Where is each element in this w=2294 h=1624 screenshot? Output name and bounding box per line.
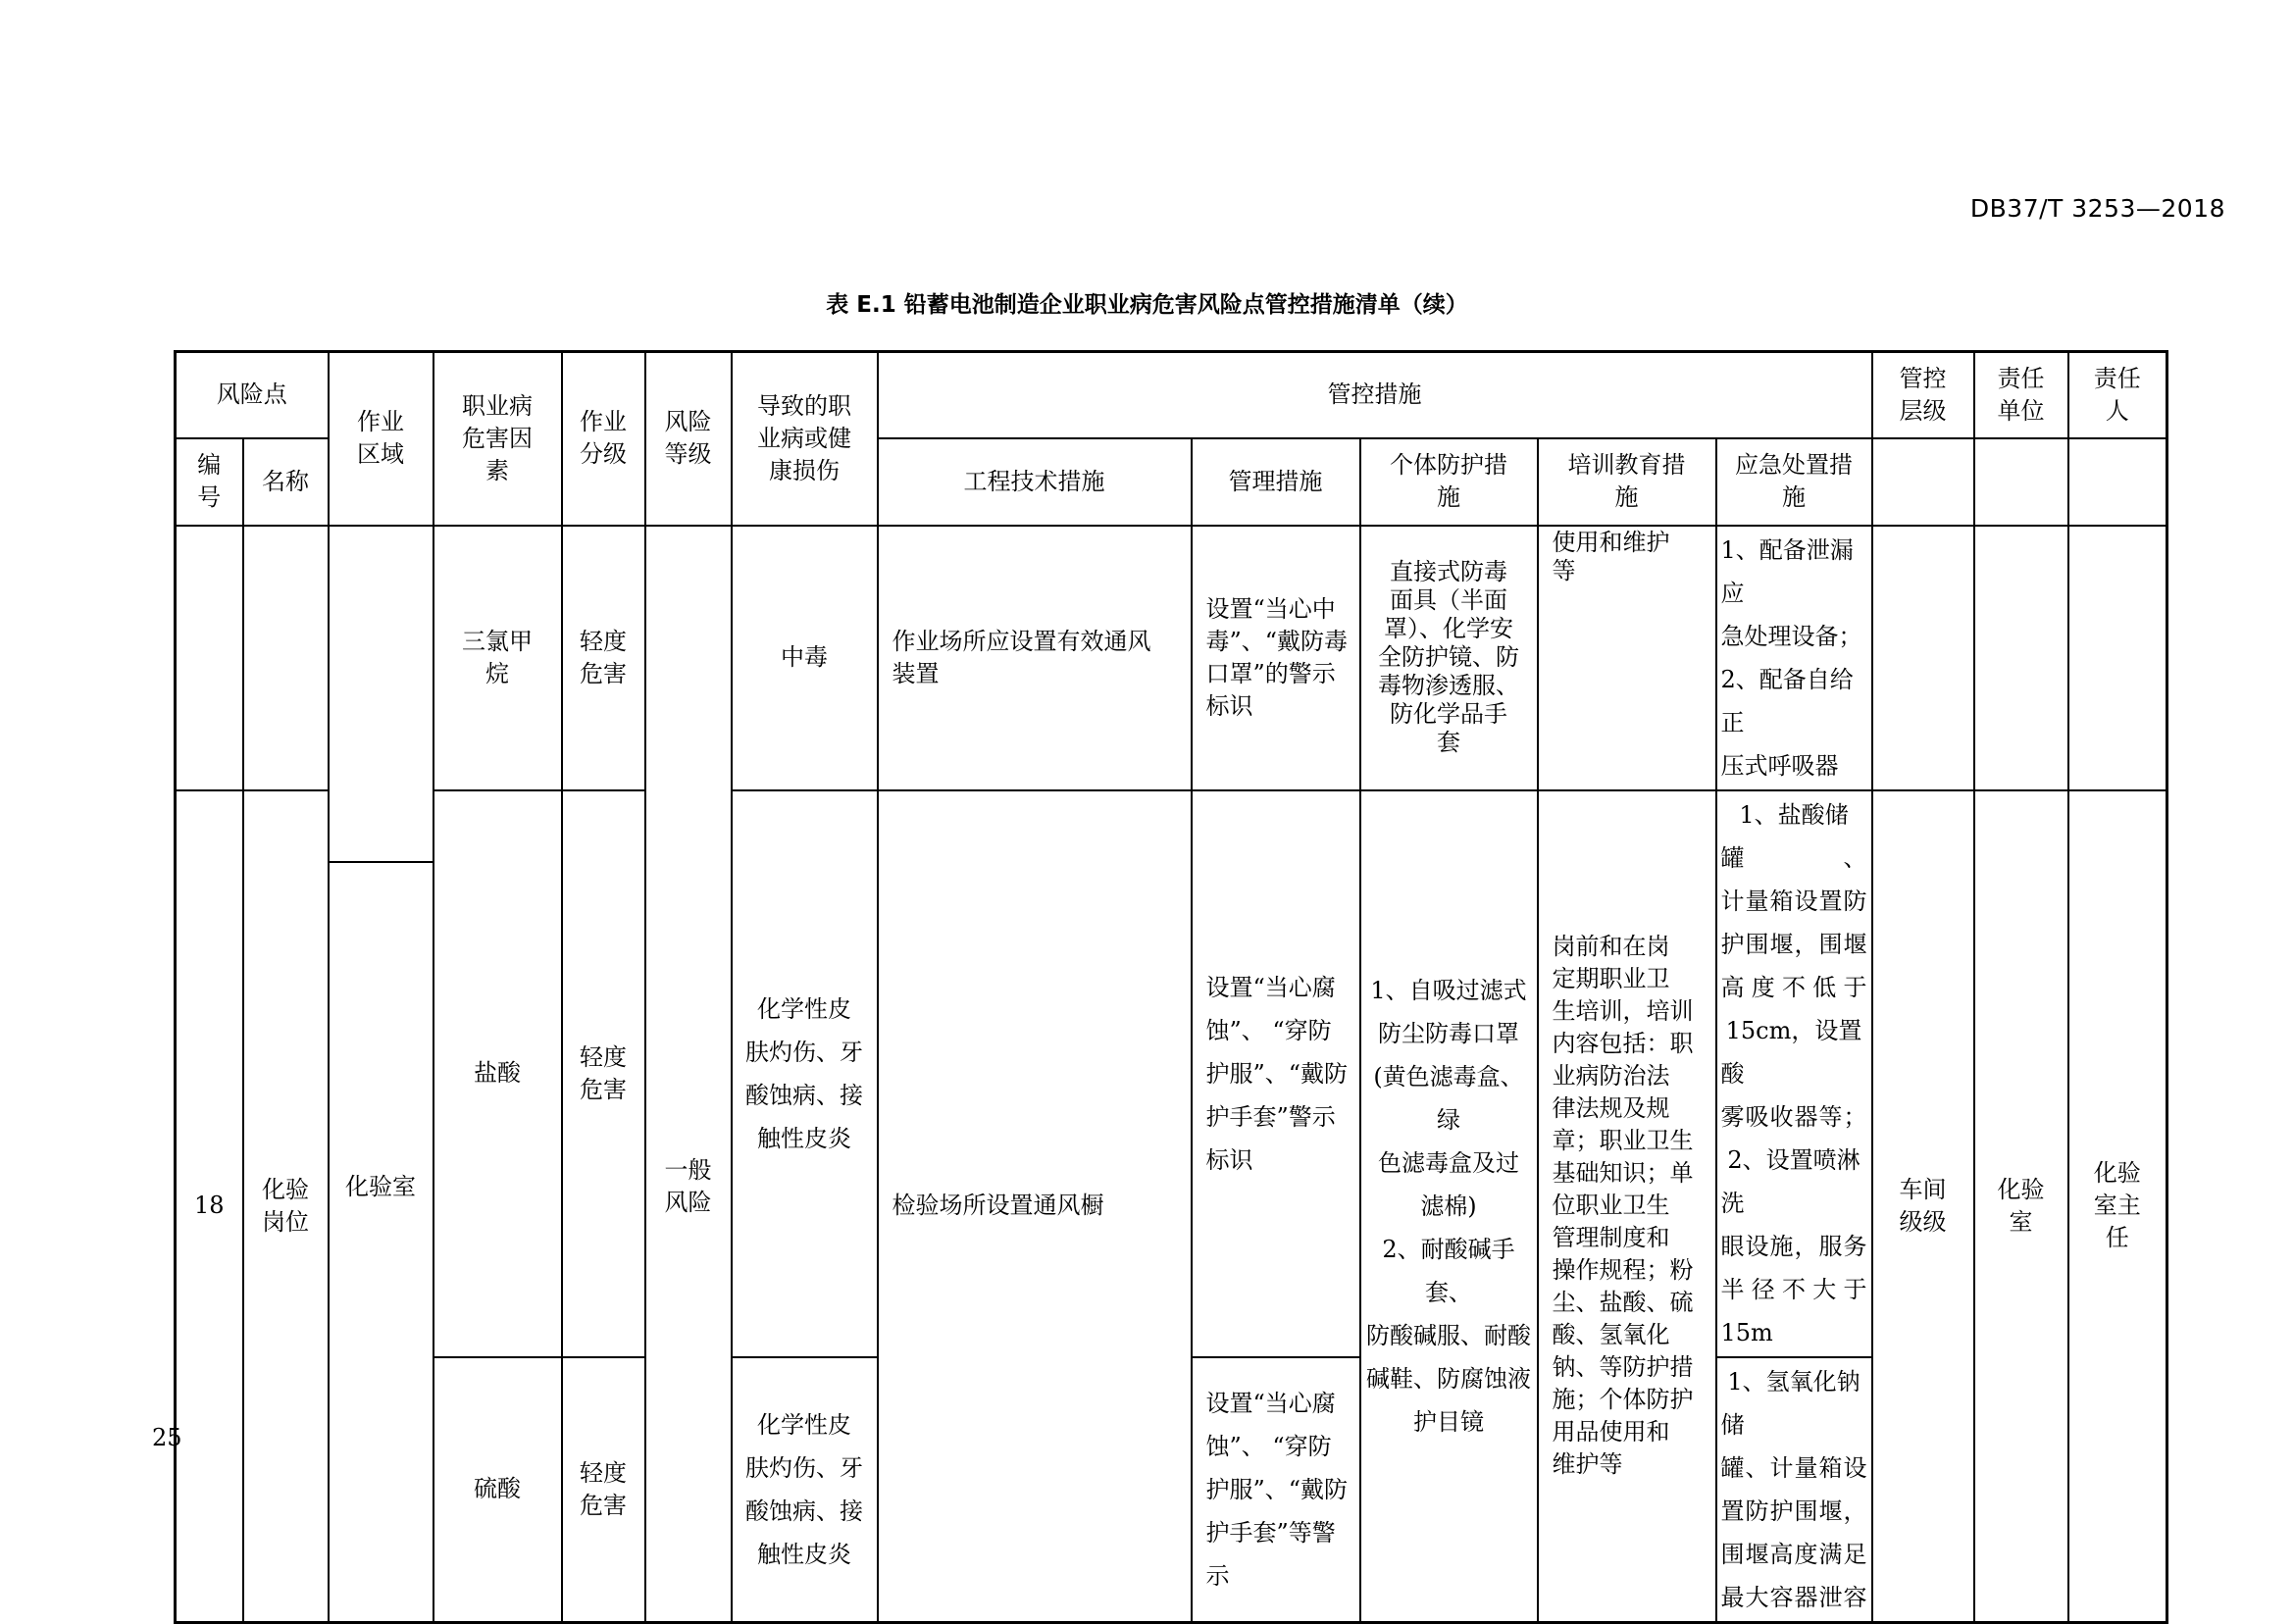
header-risk-point: 风险点 <box>176 352 329 438</box>
training-measures-cell: 使用和维护 等 <box>1538 526 1716 790</box>
header-emergency-measures: 应急处置措 施 <box>1716 438 1872 526</box>
work-area-value: 化验室 <box>345 1172 416 1200</box>
health-damage-cell: 中毒 <box>732 526 878 790</box>
header-responsible-person-blank <box>2068 438 2167 526</box>
header-health-damage: 导致的职 业病或健 康损伤 <box>732 352 878 526</box>
header-responsible-person: 责任 人 <box>2068 352 2167 438</box>
header-engineering-measures: 工程技术措施 <box>878 438 1192 526</box>
work-grade-cell: 轻度 危害 <box>562 526 645 790</box>
row-name-cell <box>243 526 329 790</box>
page-number: 25 <box>152 1424 182 1451</box>
header-hazard-factor: 职业病 危害因 素 <box>433 352 562 526</box>
header-risk-level: 风险 等级 <box>645 352 732 526</box>
header-work-area: 作业 区域 <box>329 352 433 526</box>
document-code: DB37/T 3253—2018 <box>1969 194 2225 223</box>
header-name: 名称 <box>243 438 329 526</box>
header-number: 编 号 <box>176 438 243 526</box>
risk-control-table <box>174 350 2168 1624</box>
engineering-measures-cell: 检验场所设置通风橱 <box>878 790 1192 1623</box>
header-control-level: 管控 层级 <box>1872 352 1974 438</box>
management-measures-cell: 设置“当心腐 蚀”、 “穿防 护服”、“戴防 护手套”警示 标识 <box>1192 790 1360 1357</box>
header-training-measures: 培训教育措 施 <box>1538 438 1716 526</box>
emergency-measures-cell: 1、盐酸储罐、 计量箱设置防 护围堰，围堰 高度不低于 15cm，设置酸 雾吸收器等； 2、设置喷淋洗 眼设施，服务 半径不大于 15m <box>1716 790 1872 1357</box>
risk-level-cell: 一般 风险 <box>645 526 732 1623</box>
hazard-factor-cell: 盐酸 <box>433 790 562 1357</box>
emergency-measures-cell: 1、氢氧化钠储 罐、计量箱设 置防护围堰， 围堰高度满足 最大容器泄容 <box>1716 1357 1872 1623</box>
work-grade-cell: 轻度 危害 <box>562 1357 645 1623</box>
header-responsible-unit: 责任 单位 <box>1974 352 2068 438</box>
hazard-factor-cell: 硫酸 <box>433 1357 562 1623</box>
table-row <box>176 526 2167 790</box>
health-damage-cell: 化学性皮 肤灼伤、牙 酸蚀病、接 触性皮炎 <box>732 790 878 1357</box>
hazard-factor-cell: 三氯甲 烷 <box>433 526 562 790</box>
control-level-cell: 车间 级级 <box>1872 790 1974 1623</box>
header-work-grade: 作业 分级 <box>562 352 645 526</box>
health-damage-cell: 化学性皮 肤灼伤、牙 酸蚀病、接 触性皮炎 <box>732 1357 878 1623</box>
ppe-measures-cell: 直接式防毒 面具（半面 罩）、化学安 全防护镜、防 毒物渗透服、 防化学品手 套 <box>1360 526 1538 790</box>
training-measures-cell: 岗前和在岗 定期职业卫 生培训，培训 内容包括：职 业病防治法 律法规及规 章；职业卫生 基础知识；单 位职业卫生 管理制度和 操作规程；粉 尘、盐酸、硫 酸、氢氧化 钠、等防护措 施；个体防护 用品使用和 维护等 <box>1538 790 1716 1623</box>
responsible-unit-cell: 化验 室 <box>1974 790 2068 1623</box>
responsible-unit-cell <box>1974 526 2068 790</box>
header-control-measures: 管控措施 <box>878 352 1872 438</box>
table-row <box>176 790 2167 1357</box>
risk-point-name: 化验 岗位 <box>243 790 329 1623</box>
header-responsible-unit-blank <box>1974 438 2068 526</box>
row-area-cell <box>329 526 433 1623</box>
ppe-measures-cell: 1、自吸过滤式 防尘防毒口罩 (黄色滤毒盒、绿 色滤毒盒及过 滤棉) 2、耐酸碱手套、 防酸碱服、耐酸 碱鞋、防腐蚀液 护目镜 <box>1360 790 1538 1623</box>
management-measures-cell: 设置“当心腐 蚀”、 “穿防 护服”、“戴防 护手套”等警 示 <box>1192 1357 1360 1623</box>
row-number-cell <box>176 526 243 790</box>
emergency-measures-cell: 1、配备泄漏应 急处理设备； 2、配备自给正 压式呼吸器 <box>1716 526 1872 790</box>
work-grade-cell: 轻度 危害 <box>562 790 645 1357</box>
header-control-level-blank <box>1872 438 1974 526</box>
header-management-measures: 管理措施 <box>1192 438 1360 526</box>
management-measures-cell: 设置“当心中 毒”、“戴防毒 口罩”的警示 标识 <box>1192 526 1360 790</box>
responsible-person-cell: 化验 室主 任 <box>2068 790 2167 1623</box>
responsible-person-cell <box>2068 526 2167 790</box>
control-level-cell <box>1872 526 1974 790</box>
risk-point-number: 18 <box>176 790 243 1623</box>
header-ppe-measures: 个体防护措 施 <box>1360 438 1538 526</box>
table-title: 表 E.1 铅蓄电池制造企业职业病危害风险点管控措施清单（续） <box>826 292 1468 318</box>
engineering-measures-cell: 作业场所应设置有效通风 装置 <box>878 526 1192 790</box>
